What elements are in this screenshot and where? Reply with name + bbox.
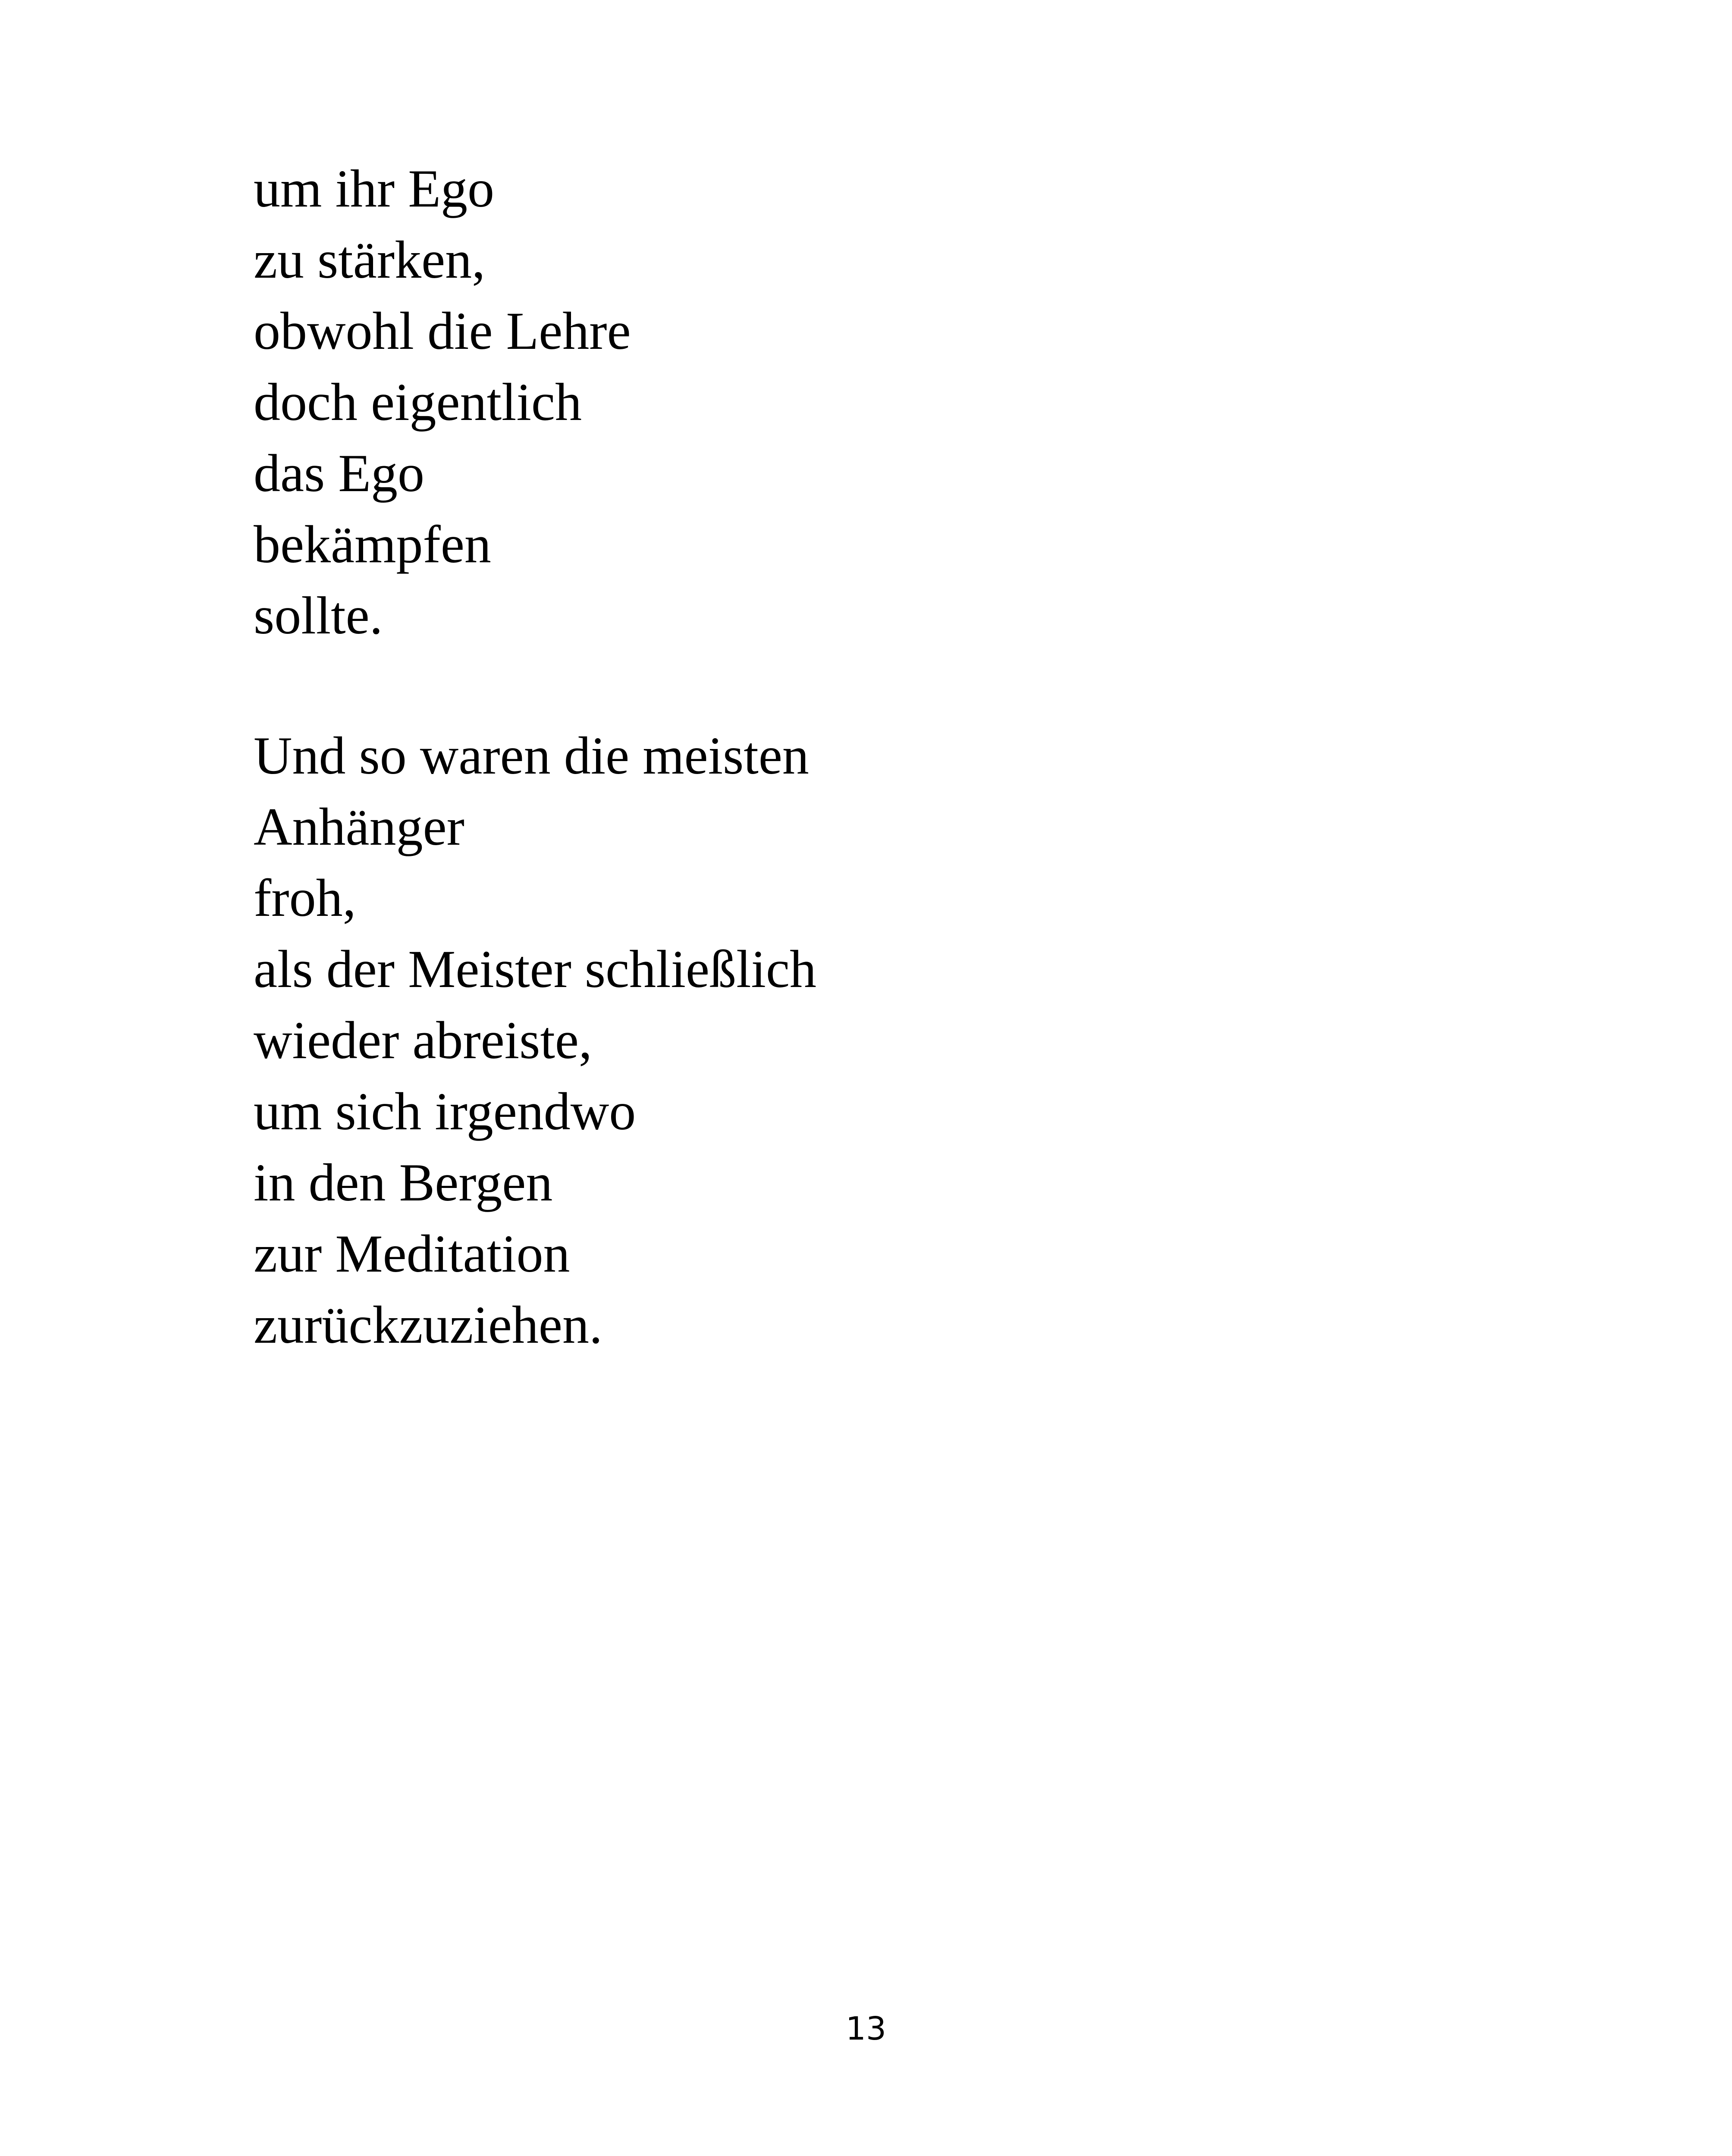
poem-line: froh, [254, 868, 356, 928]
poem-line: in den Bergen [254, 1153, 553, 1212]
poem-line: um sich irgendwo [254, 1082, 636, 1141]
poem-line: das Ego [254, 444, 425, 503]
poem-line: Und so waren die meisten [254, 726, 809, 785]
poem-line: Anhänger [254, 797, 464, 856]
poem-line: zu stärken, [254, 230, 486, 289]
poem-stanza-1 [254, 153, 631, 651]
poem-line: obwohl die Lehre [254, 301, 631, 360]
poem-stanza-2 [254, 720, 816, 1360]
poem-line: bekämpfen [254, 515, 491, 574]
page-number: 13 [845, 2010, 887, 2047]
poem-line: als der Meister schließlich [254, 940, 817, 999]
poem-line: wieder abreiste, [254, 1011, 592, 1070]
poem-line: zurückzuziehen. [254, 1295, 602, 1354]
poem-line: um ihr Ego [254, 159, 494, 218]
poem-line: doch eigentlich [254, 373, 582, 432]
poem-line: sollte. [254, 586, 383, 645]
poem-line: zur Meditation [254, 1224, 570, 1283]
